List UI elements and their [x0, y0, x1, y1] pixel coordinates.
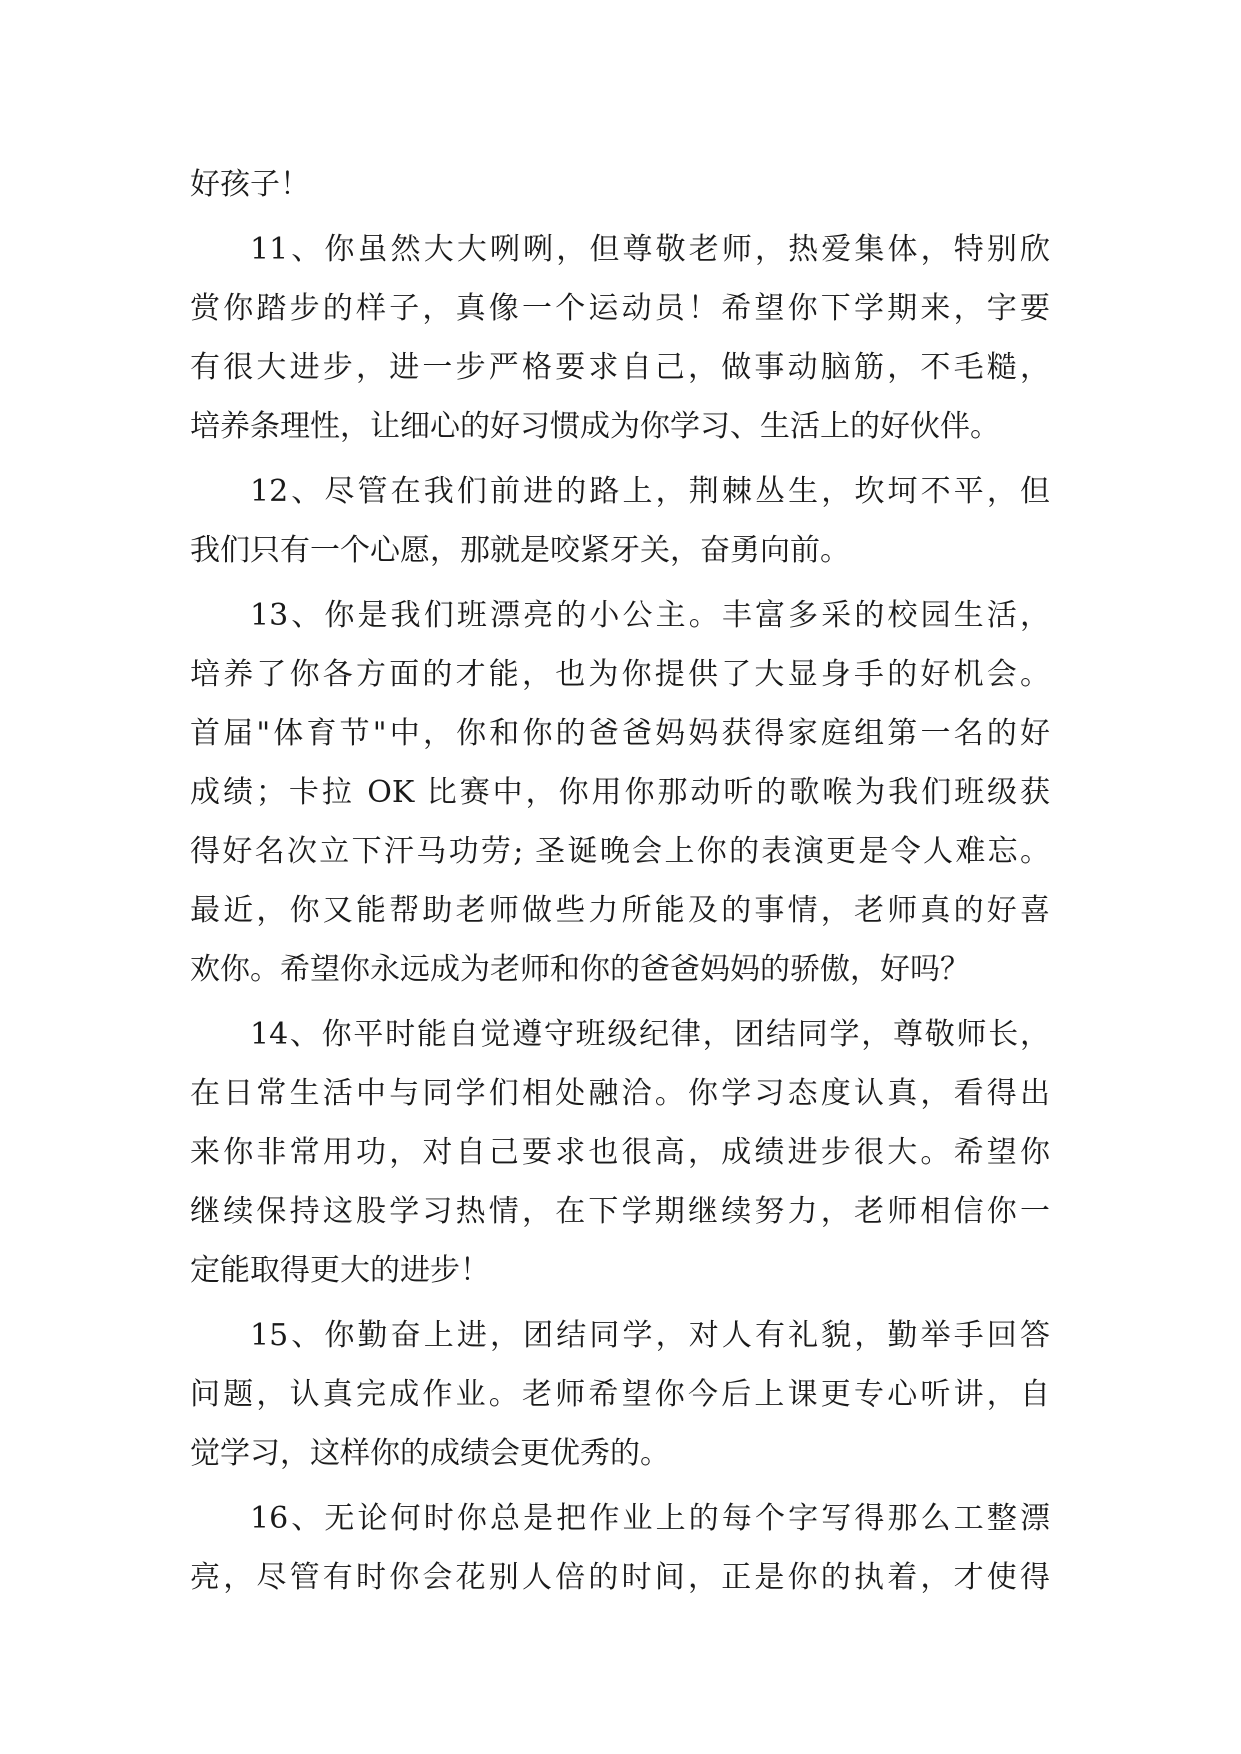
text-line: 11、你虽然大大咧咧，但尊敬老师，热爱集体，特别欣: [250, 232, 1050, 267]
text-line: 有很大进步，进一步严格要求自己，做事动脑筋，不毛糙，: [190, 350, 1050, 385]
document-body: [190, 155, 1050, 1607]
text-line: 得好名次立下汗马功劳; 圣诞晚会上你的表演更是令人难忘。: [190, 834, 1050, 869]
text-line: 问题，认真完成作业。老师希望你今后上课更专心听讲，自: [190, 1377, 1050, 1412]
text-line: 亮，尽管有时你会花别人倍的时间，正是你的执着，才使得: [190, 1560, 1050, 1595]
text-line: 赏你踏步的样子，真像一个运动员！希望你下学期来，字要: [190, 291, 1050, 326]
text-line: 在日常生活中与同学们相处融洽。你学习态度认真，看得出: [190, 1076, 1050, 1111]
text-line: 培养了你各方面的才能，也为你提供了大显身手的好机会。: [190, 657, 1050, 692]
text-line: 最近，你又能帮助老师做些力所能及的事情，老师真的好喜: [190, 893, 1050, 928]
text-line: 欢你。希望你永远成为老师和你的爸爸妈妈的骄傲，好吗？: [190, 952, 970, 987]
text-line: 培养条理性，让细心的好习惯成为你学习、生活上的好伙伴。: [190, 409, 1000, 444]
text-line: 定能取得更大的进步！: [190, 1253, 490, 1288]
text-line: 好孩子！: [190, 167, 310, 202]
text-line: 觉学习，这样你的成绩会更优秀的。: [190, 1436, 670, 1471]
text-line: 我们只有一个心愿，那就是咬紧牙关，奋勇向前。: [190, 533, 850, 568]
text-line: 来你非常用功，对自己要求也很高，成绩进步很大。希望你: [190, 1135, 1050, 1170]
text-line: 首届"体育节"中，你和你的爸爸妈妈获得家庭组第一名的好: [190, 716, 1050, 751]
text-line: 12、尽管在我们前进的路上，荆棘丛生，坎坷不平，但: [250, 474, 1050, 509]
text-line: 继续保持这股学习热情，在下学期继续努力，老师相信你一: [190, 1194, 1050, 1229]
text-line: 成绩；卡拉 OK 比赛中，你用你那动听的歌喉为我们班级获: [190, 775, 1050, 810]
text-line: 14、你平时能自觉遵守班级纪律，团结同学，尊敬师长，: [250, 1017, 1050, 1052]
text-line: 16、无论何时你总是把作业上的每个字写得那么工整漂: [250, 1501, 1050, 1536]
text-line: 13、你是我们班漂亮的小公主。丰富多采的校园生活，: [250, 598, 1050, 633]
text-line: 15、你勤奋上进，团结同学，对人有礼貌，勤举手回答: [250, 1318, 1050, 1353]
